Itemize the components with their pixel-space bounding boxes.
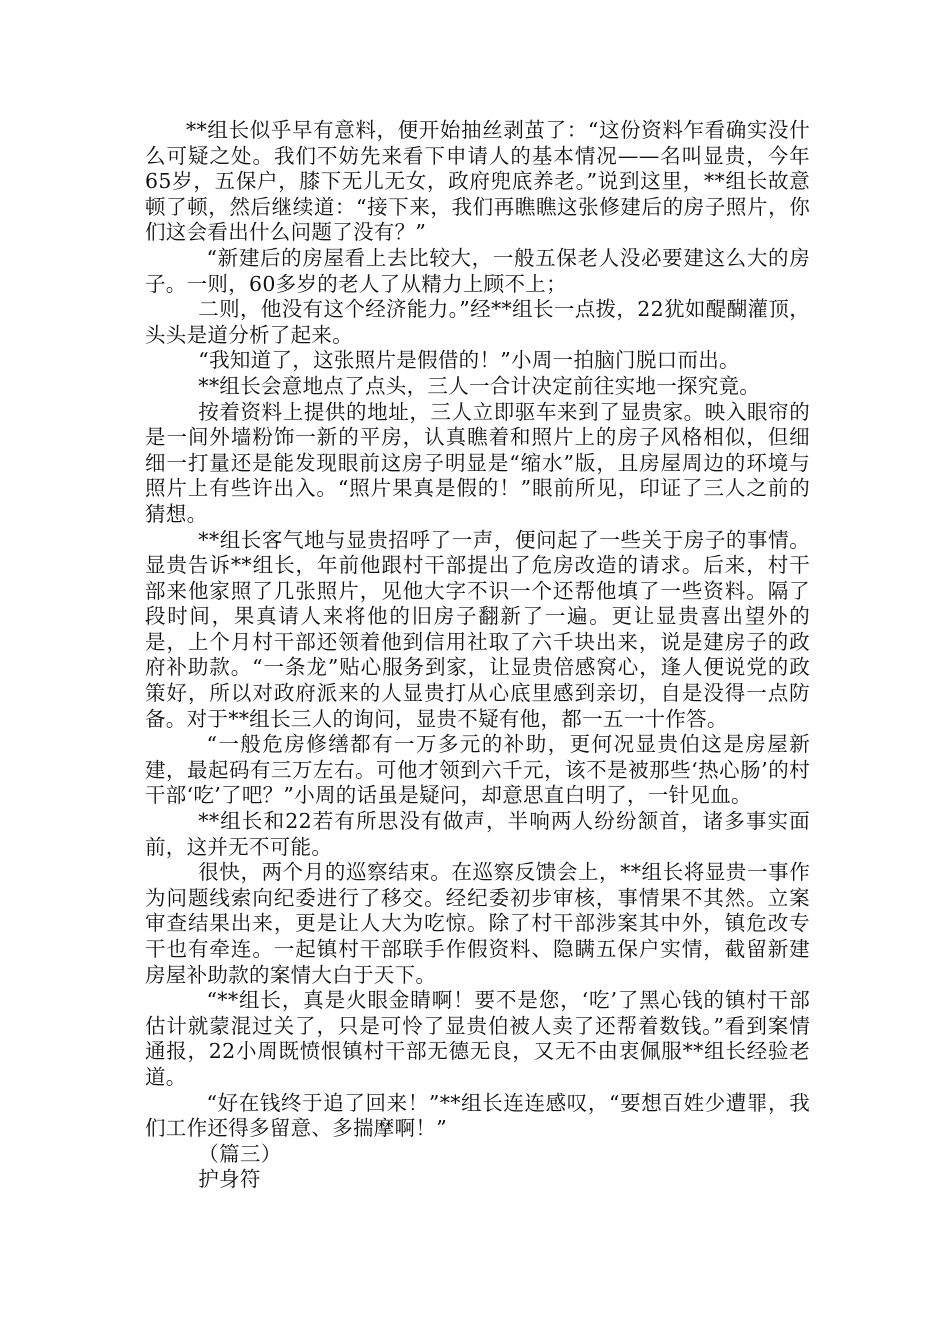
paragraph-5: **组长会意地点了点头，三人一合计决定前往实地一探究竟。 — [198, 373, 761, 398]
section-label: （篇三） — [198, 1141, 282, 1166]
paragraph-4: “我知道了，这张照片是假借的！”小周一拍脑门脱口而出。 — [198, 348, 740, 373]
paragraph-6: 按着资料上提供的地址，三人立即驱车来到了显贵家。映入眼帘的是一间外墙粉饰一新的平房，认真瞧着和照片上的房子风格相似，但细细一打量还是能发现眼前这房子明显是“缩水”版，且房屋周边的环境与照片上有些许出入。“照片果真是假的！”眼前所见，印证了三人之前的猜想。 — [145, 399, 810, 526]
paragraph-11: “**组长，真是火眼金睛啊！要不是您，‘吃’了黑心钱的镇村干部估计就蒙混过关了，只是可怜了显贵伯被人卖了还帮着数钱。”看到案情通报，22小周既愤恨镇村干部无德无良，又无不由衷佩服**组长经验老道。 — [145, 988, 810, 1089]
section-title: 护身符 — [198, 1167, 261, 1192]
paragraph-8: “一般危房修缮都有一万多元的补助，更何况显贵伯这是房屋新建，最起码有三万左右。可他才领到六千元，该不是被那些‘热心肠’的村干部‘吃’了吧？”小周的话虽是疑问，却意思直白明了，一针见血。 — [145, 732, 810, 808]
paragraph-3: 二则，他没有这个经济能力。”经**组长一点拨，22犹如醍醐灌顶，头头是道分析了起来。 — [145, 297, 810, 347]
paragraph-10: 很快，两个月的巡察结束。在巡察反馈会上，**组长将显贵一事作为问题线索向纪委进行了移交。经纪委初步审核，事情果不其然。立案审查结果出来，更是让人大为吃惊。除了村干部涉案其中外，镇危改专干也有牵连。一起镇村干部联手作假资料、隐瞒五保户实情，截留新建房屋补助款的案情大白于天下。 — [145, 860, 810, 987]
paragraph-7: **组长客气地与显贵招呼了一声，便问起了一些关于房子的事情。显贵告诉**组长，年前他跟村干部提出了危房改造的请求。后来，村干部来他家照了几张照片，见他大字不识一个还帮他填了一些资料。隔了段时间，果真请人来将他的旧房子翻新了一遍。更让显贵喜出望外的是，上个月村干部还领着他到信用社取了六千块出来，说是建房子的政府补助款。“一条龙”贴心服务到家，让显贵倍感窝心，逢人便说党的政策好，所以对政府派来的人显贵打从心底里感到亲切，自是没得一点防备。对于**组长三人的询问，显贵不疑有他，都一五一十作答。 — [145, 527, 810, 731]
paragraph-12: “好在钱终于追了回来！”**组长连连感叹，“要想百姓少遭罪，我们工作还得多留意、多揣摩啊！” — [145, 1090, 810, 1141]
paragraph-1: **组长似乎早有意料，便开始抽丝剥茧了：“这份资料乍看确实没什么可疑之处。我们不妨先来看下申请人的基本情况——名叫显贵，今年65岁，五保户，膝下无儿无女，政府兜底养老。”说到这里，**组长故意顿了顿，然后继续道：“接下来，我们再瞧瞧这张修建后的房子照片，你们这会看出什么问题了没有？” — [145, 118, 810, 245]
paragraph-2: “新建后的房屋看上去比较大，一般五保老人没必要建这么大的房子。一则，60多岁的老人了从精力上顾不上； — [145, 245, 810, 296]
document-page — [145, 118, 810, 1193]
paragraph-9: **组长和22若有所思没有做声，半响两人纷纷颔首，诸多事实面前，这并无不可能。 — [145, 809, 810, 859]
